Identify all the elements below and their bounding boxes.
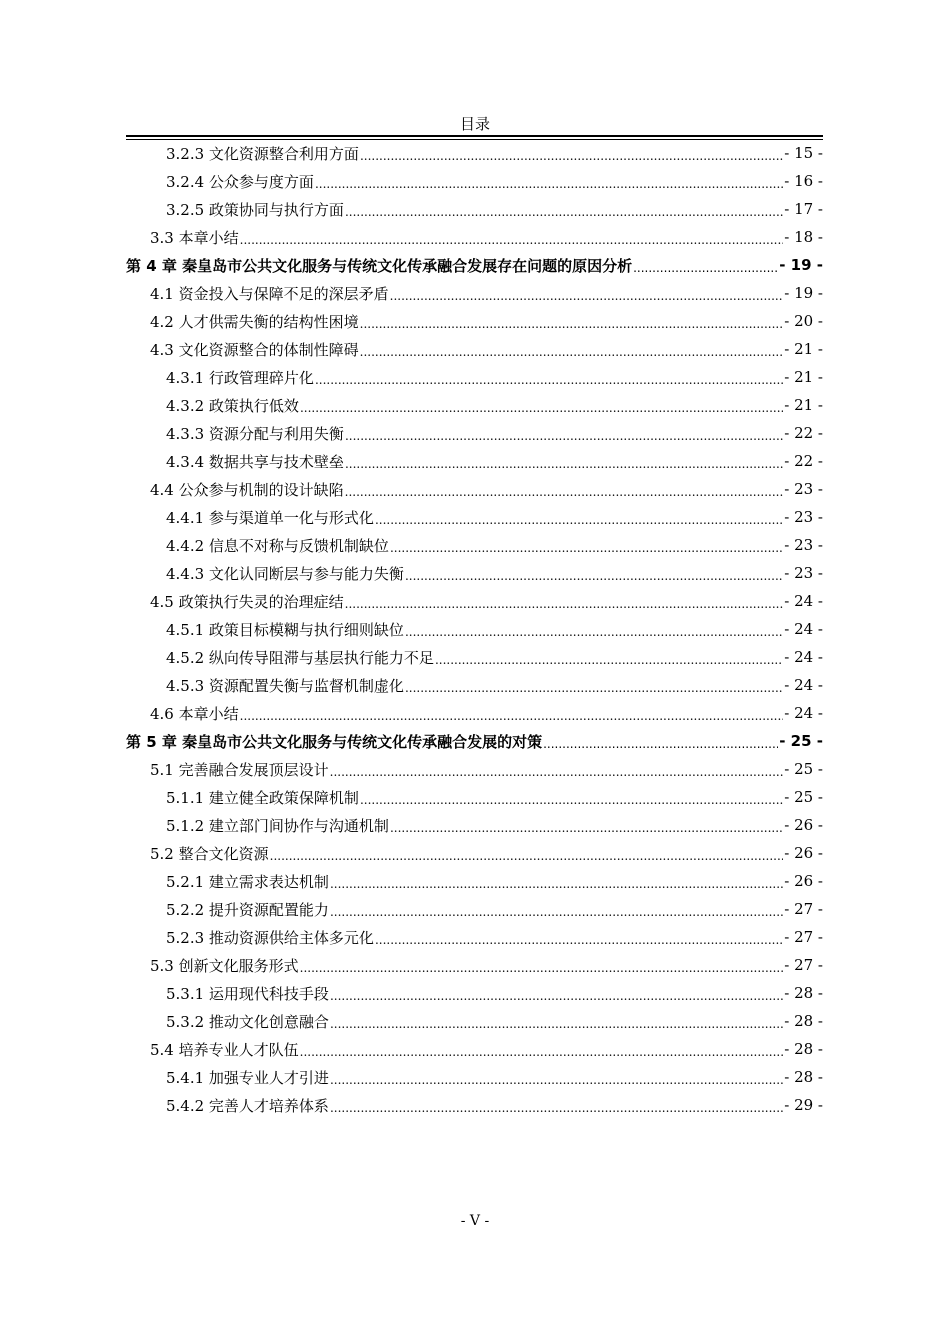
toc-entry[interactable] xyxy=(126,335,823,363)
toc-entry[interactable] xyxy=(126,1035,823,1063)
toc-leader-dots xyxy=(300,959,784,975)
toc-entry-title: 4.1 资金投入与保障不足的深层矛盾 xyxy=(150,284,389,303)
toc-entry[interactable] xyxy=(126,167,823,195)
toc-entry[interactable] xyxy=(126,363,823,391)
toc-entry[interactable] xyxy=(126,139,823,167)
toc-entry-page: - 22 - xyxy=(784,452,823,470)
toc-leader-dots xyxy=(345,595,784,611)
toc-entry[interactable] xyxy=(126,727,823,755)
toc-entry[interactable] xyxy=(126,531,823,559)
toc-leader-dots xyxy=(345,483,784,499)
toc-entry[interactable] xyxy=(126,1091,823,1119)
toc-entry-page: - 23 - xyxy=(784,536,823,554)
toc-entry[interactable] xyxy=(126,895,823,923)
toc-leader-dots xyxy=(240,231,784,247)
toc-entry[interactable] xyxy=(126,1063,823,1091)
toc-leader-dots xyxy=(360,315,784,331)
toc-entry[interactable] xyxy=(126,503,823,531)
toc-entry-page: - 28 - xyxy=(784,984,823,1002)
toc-leader-dots xyxy=(390,819,783,835)
toc-entry-page: - 24 - xyxy=(784,648,823,666)
toc-entry-title: 5.1.1 建立健全政策保障机制 xyxy=(166,788,359,807)
toc-entry[interactable] xyxy=(126,251,823,279)
toc-leader-dots xyxy=(390,287,784,303)
toc-leader-dots xyxy=(405,623,783,639)
toc-entry-title: 第 4 章 秦皇岛市公共文化服务与传统文化传承融合发展存在问题的原因分析 xyxy=(126,256,633,275)
toc-entry-title: 5.4 培养专业人才队伍 xyxy=(150,1040,299,1059)
toc-entry-title: 3.2.3 文化资源整合利用方面 xyxy=(166,144,359,163)
toc-leader-dots xyxy=(300,399,783,415)
toc-entry[interactable] xyxy=(126,559,823,587)
toc-entry-page: - 26 - xyxy=(784,872,823,890)
toc-entry-title: 5.1.2 建立部门间协作与沟通机制 xyxy=(166,816,389,835)
toc-entry-title: 第 5 章 秦皇岛市公共文化服务与传统文化传承融合发展的对策 xyxy=(126,732,543,751)
toc-entry-page: - 24 - xyxy=(784,704,823,722)
toc-leader-dots xyxy=(435,651,783,667)
toc-entry-page: - 28 - xyxy=(784,1040,823,1058)
toc-entry-title: 3.3 本章小结 xyxy=(150,228,239,247)
toc-entry-page: - 27 - xyxy=(784,928,823,946)
toc-entry-page: - 18 - xyxy=(784,228,823,246)
toc-leader-dots xyxy=(315,175,783,191)
toc-entry-title: 5.3.1 运用现代科技手段 xyxy=(166,984,329,1003)
toc-leader-dots xyxy=(405,679,783,695)
toc-entry[interactable] xyxy=(126,979,823,1007)
toc-entry-page: - 16 - xyxy=(784,172,823,190)
toc-entry[interactable] xyxy=(126,587,823,615)
toc-entry[interactable] xyxy=(126,279,823,307)
toc-entry[interactable] xyxy=(126,755,823,783)
toc-entry-title: 4.4.1 参与渠道单一化与形式化 xyxy=(166,508,374,527)
toc-leader-dots xyxy=(330,903,783,919)
toc-entry-title: 5.3.2 推动文化创意融合 xyxy=(166,1012,329,1031)
toc-entry[interactable] xyxy=(126,643,823,671)
toc-entry-page: - 25 - xyxy=(784,760,823,778)
toc-entry[interactable] xyxy=(126,615,823,643)
toc-entry[interactable] xyxy=(126,419,823,447)
toc-entry[interactable] xyxy=(126,1007,823,1035)
toc-leader-dots xyxy=(345,455,783,471)
toc-entry[interactable] xyxy=(126,307,823,335)
toc-entry-title: 4.5.2 纵向传导阻滞与基层执行能力不足 xyxy=(166,648,434,667)
toc-leader-dots xyxy=(543,735,778,751)
toc-entry-page: - 23 - xyxy=(784,480,823,498)
toc-entry-page: - 26 - xyxy=(784,844,823,862)
toc-entry-page: - 27 - xyxy=(784,900,823,918)
toc-entry-page: - 27 - xyxy=(784,956,823,974)
toc-leader-dots xyxy=(375,511,783,527)
toc-entry-title: 4.3 文化资源整合的体制性障碍 xyxy=(150,340,359,359)
toc-entry-title: 4.5.1 政策目标模糊与执行细则缺位 xyxy=(166,620,404,639)
toc-entry-page: - 21 - xyxy=(784,368,823,386)
toc-entry-title: 4.3.2 政策执行低效 xyxy=(166,396,299,415)
toc-leader-dots xyxy=(330,1071,783,1087)
toc-entry-page: - 26 - xyxy=(784,816,823,834)
toc-entry-title: 5.3 创新文化服务形式 xyxy=(150,956,299,975)
toc-entry[interactable] xyxy=(126,699,823,727)
toc-entry[interactable] xyxy=(126,195,823,223)
toc-entry-page: - 20 - xyxy=(784,312,823,330)
toc-entry-page: - 24 - xyxy=(784,676,823,694)
toc-entry-title: 5.2.1 建立需求表达机制 xyxy=(166,872,329,891)
toc-entry-page: - 25 - xyxy=(784,788,823,806)
toc-leader-dots xyxy=(345,427,783,443)
toc-entry-title: 4.4.3 文化认同断层与参与能力失衡 xyxy=(166,564,404,583)
toc-entry-title: 4.3.3 资源分配与利用失衡 xyxy=(166,424,344,443)
toc-entry-page: - 15 - xyxy=(784,144,823,162)
toc-entry-title: 5.4.2 完善人才培养体系 xyxy=(166,1096,329,1115)
toc-entry-title: 4.4.2 信息不对称与反馈机制缺位 xyxy=(166,536,389,555)
toc-leader-dots xyxy=(330,987,783,1003)
toc-entry[interactable] xyxy=(126,867,823,895)
header-rule xyxy=(126,135,823,137)
toc-entry[interactable] xyxy=(126,671,823,699)
toc-leader-dots xyxy=(330,1015,783,1031)
toc-entry[interactable] xyxy=(126,475,823,503)
toc-entry-page: - 19 - xyxy=(779,256,823,274)
toc-leader-dots xyxy=(345,203,783,219)
toc-entry-title: 5.2.2 提升资源配置能力 xyxy=(166,900,329,919)
toc-entry-page: - 21 - xyxy=(784,340,823,358)
toc-entry-page: - 23 - xyxy=(784,508,823,526)
toc-leader-dots xyxy=(300,1043,784,1059)
toc-leader-dots xyxy=(405,567,783,583)
toc-entry-title: 5.2.3 推动资源供给主体多元化 xyxy=(166,928,374,947)
toc-leader-dots xyxy=(633,259,778,275)
toc-entry[interactable] xyxy=(126,783,823,811)
toc-entry-page: - 25 - xyxy=(779,732,823,750)
toc-entry-title: 3.2.5 政策协同与执行方面 xyxy=(166,200,344,219)
page-number: - V - xyxy=(460,1213,490,1229)
toc-entry[interactable] xyxy=(126,923,823,951)
toc-entry-title: 4.6 本章小结 xyxy=(150,704,239,723)
toc-leader-dots xyxy=(375,931,783,947)
toc-entry-page: - 21 - xyxy=(784,396,823,414)
toc-entry-page: - 23 - xyxy=(784,564,823,582)
toc-entry-page: - 19 - xyxy=(784,284,823,302)
toc-entry[interactable] xyxy=(126,951,823,979)
table-of-contents xyxy=(126,139,823,1119)
toc-leader-dots xyxy=(390,539,783,555)
toc-entry[interactable] xyxy=(126,223,823,251)
toc-entry-title: 5.4.1 加强专业人才引进 xyxy=(166,1068,329,1087)
toc-entry[interactable] xyxy=(126,447,823,475)
toc-leader-dots xyxy=(330,1099,783,1115)
toc-entry-title: 5.1 完善融合发展顶层设计 xyxy=(150,760,329,779)
toc-entry-title: 4.3.4 数据共享与技术壁垒 xyxy=(166,452,344,471)
toc-leader-dots xyxy=(330,763,784,779)
toc-entry-page: - 29 - xyxy=(784,1096,823,1114)
toc-leader-dots xyxy=(360,343,784,359)
toc-entry[interactable] xyxy=(126,839,823,867)
toc-entry-title: 3.2.4 公众参与度方面 xyxy=(166,172,314,191)
toc-entry-title: 4.5.3 资源配置失衡与监督机制虚化 xyxy=(166,676,404,695)
page-header-title: 目录 xyxy=(459,115,490,133)
toc-entry-title: 4.4 公众参与机制的设计缺陷 xyxy=(150,480,344,499)
toc-entry-page: - 22 - xyxy=(784,424,823,442)
toc-entry-page: - 24 - xyxy=(784,620,823,638)
toc-leader-dots xyxy=(240,707,784,723)
toc-entry-page: - 24 - xyxy=(784,592,823,610)
toc-leader-dots xyxy=(360,791,783,807)
toc-leader-dots xyxy=(330,875,783,891)
toc-leader-dots xyxy=(270,847,784,863)
toc-entry-title: 4.3.1 行政管理碎片化 xyxy=(166,368,314,387)
toc-entry-page: - 28 - xyxy=(784,1012,823,1030)
toc-leader-dots xyxy=(315,371,783,387)
toc-entry-title: 4.2 人才供需失衡的结构性困境 xyxy=(150,312,359,331)
toc-entry-page: - 28 - xyxy=(784,1068,823,1086)
toc-entry-page: - 17 - xyxy=(784,200,823,218)
toc-entry-title: 4.5 政策执行失灵的治理症结 xyxy=(150,592,344,611)
toc-entry-title: 5.2 整合文化资源 xyxy=(150,844,269,863)
toc-leader-dots xyxy=(360,147,783,163)
toc-entry[interactable] xyxy=(126,391,823,419)
toc-entry[interactable] xyxy=(126,811,823,839)
